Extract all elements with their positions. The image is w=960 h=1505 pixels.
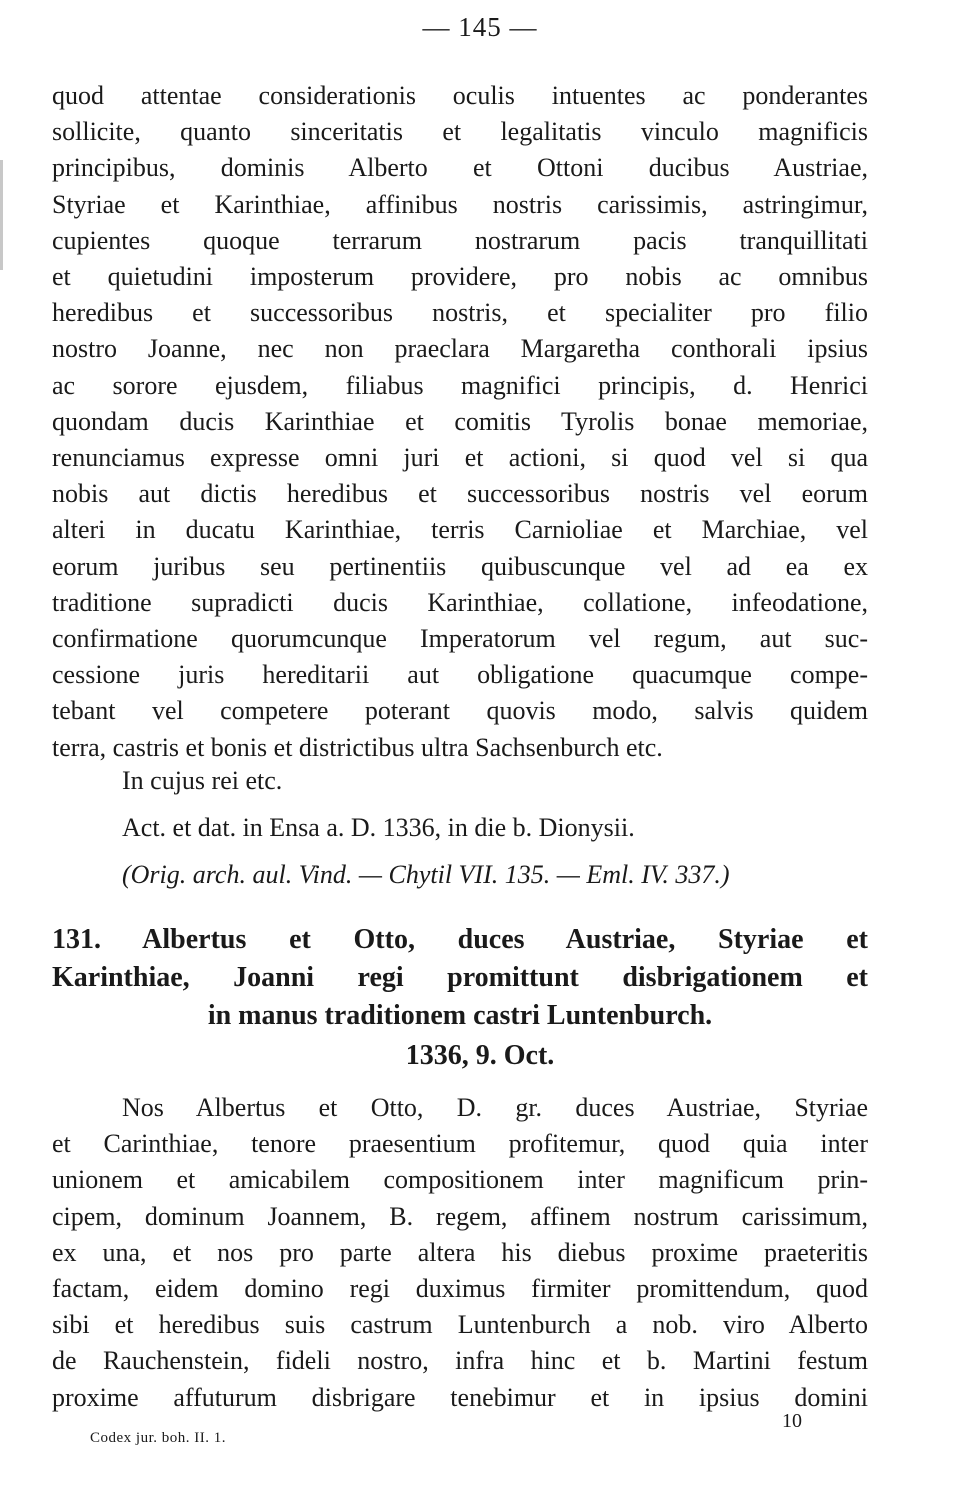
text-line: cupientes quoque terrarum nostrarum pacis tranquillitati xyxy=(52,225,868,255)
paragraph-new-document xyxy=(52,1090,868,1416)
text-line: nostro Joanne, nec non praeclara Margaretha conthorali ipsius xyxy=(52,334,868,364)
text-line: unionem et amicabilem compositionem inter magnificum prin- xyxy=(52,1165,868,1195)
text-line: de Rauchenstein, fideli nostro, infra hinc et b. Martini festum xyxy=(52,1346,868,1376)
heading-line: Karinthiae, Joanni regi promittunt disbrigationem et xyxy=(52,962,868,993)
text-line: quod attentae considerationis oculis intuentes ac ponderantes xyxy=(52,81,868,110)
text-line: tebant vel competere poterant quovis modo, salvis quidem xyxy=(52,696,868,726)
paragraph-continuation xyxy=(52,78,868,766)
text-line: cipem, dominum Joannem, B. regem, affinem nostrum carissimum, xyxy=(52,1201,868,1231)
text-line: traditione supradicti ducis Karinthiae, collatione, infeodatione, xyxy=(52,587,868,617)
source-citation: (Orig. arch. aul. Vind. — Chytil VII. 135. — Eml. IV. 337.) xyxy=(122,860,730,889)
heading-line: 131. Albertus et Otto, duces Austriae, Styriae et xyxy=(52,924,868,955)
text-line: renunciamus expresse omni juri et actioni, si quod vel si qua xyxy=(52,443,868,473)
text-line: alteri in ducatu Karinthiae, terris Carnioliae et Marchiae, vel xyxy=(52,515,868,545)
text-line: et Carinthiae, tenore praesentium profitemur, quod quia inter xyxy=(52,1129,868,1159)
document-heading xyxy=(52,921,868,1035)
text-line: proxime affuturum disbrigare tenebimur et in ipsius domini xyxy=(52,1382,868,1412)
text-line: ac sorore ejusdem, filiabus magnifici principis, d. Henrici xyxy=(52,370,868,400)
text-line: Nos Albertus et Otto, D. gr. duces Austriae, Styriae xyxy=(122,1093,868,1122)
text-line: terra, castris et bonis et districtibus ultra Sachsenburch etc. xyxy=(52,732,663,762)
text-line: cessione juris hereditarii aut obligatione quacumque compe- xyxy=(52,660,868,690)
scan-edge-mark xyxy=(0,160,3,270)
heading-line: in manus traditionem castri Luntenburch. xyxy=(207,1000,713,1031)
sheet-number: 10 xyxy=(782,1410,802,1432)
text-line: principibus, dominis Alberto et Ottoni ducibus Austriae, xyxy=(52,153,868,183)
text-line: eorum juribus seu pertinentiis quibuscunque vel ad ea ex xyxy=(52,551,868,581)
text-line: factam, eidem domino regi duximus firmiter promittendum, quod xyxy=(52,1274,868,1304)
footer-signature: Codex jur. boh. II. 1. xyxy=(90,1430,226,1446)
text-line: nobis aut dictis heredibus et successoribus nostris vel eorum xyxy=(52,479,868,509)
text-line: ex una, et nos pro parte altera his diebus proxime praeteritis xyxy=(52,1237,868,1267)
text-line: quondam ducis Karinthiae et comitis Tyrolis bonae memoriae, xyxy=(52,406,868,436)
closing-formula: In cujus rei etc. xyxy=(122,766,283,795)
document-date: 1336, 9. Oct. xyxy=(405,1040,555,1071)
text-line: heredibus et successoribus nostris, et specialiter pro filio xyxy=(52,298,868,328)
text-line: confirmatione quorumcunque Imperatorum vel regum, aut suc- xyxy=(52,624,868,654)
text-line: et quietudini imposterum providere, pro nobis ac omnibus xyxy=(52,262,868,292)
page-number: — 145 — xyxy=(422,12,538,42)
act-date-line: Act. et dat. in Ensa a. D. 1336, in die b. Dionysii. xyxy=(122,813,635,842)
text-line: sibi et heredibus suis castrum Luntenburch a nob. viro Alberto xyxy=(52,1310,868,1340)
text-line: sollicite, quanto sinceritatis et legalitatis vinculo magnificis xyxy=(52,117,868,147)
text-line: Styriae et Karinthiae, affinibus nostris carissimis, astringimur, xyxy=(52,189,868,219)
